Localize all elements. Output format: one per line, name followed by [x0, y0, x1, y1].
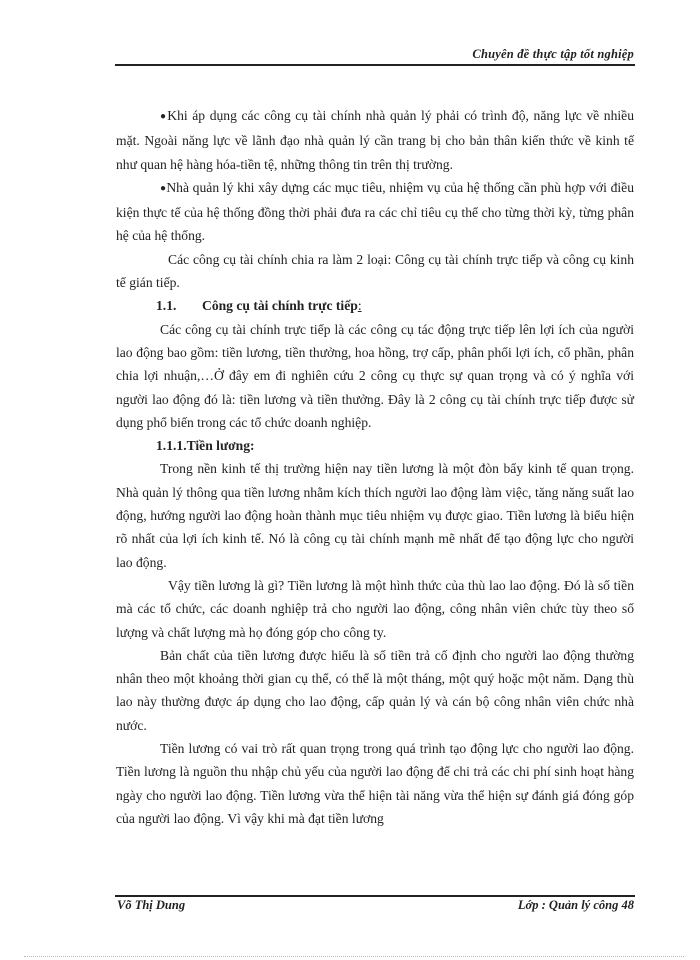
header-rule [115, 64, 635, 66]
footer-class: Lớp : Quản lý công 48 [517, 898, 634, 912]
document-body [116, 104, 634, 830]
section-number: 1.1. [156, 298, 177, 314]
section-title: Công cụ tài chính trực tiếp [202, 298, 358, 314]
section-colon: : [357, 298, 362, 314]
footer-rule [115, 895, 635, 897]
page-edge-divider [24, 956, 684, 957]
salary-paragraph-4: Tiền lương có vai trò rất quan trọng trong quá trình tạo động lực cho người lao động. Tiền lương là nguồn thu nhập chủ yếu của người lao động để chi trả các chi phí sinh hoạt hàng ngày cho người lao động. Tiền lương vừa thể hiện tài năng vừa thể hiện sự đánh giá đóng góp của người lao động. Vì vậy khi mà đạt tiền lương [116, 741, 634, 826]
bullet-icon: ● [160, 111, 168, 122]
section-heading [116, 294, 634, 317]
running-header-title: Chuyên đề thực tập tốt nghiệp [472, 47, 634, 61]
intro-paragraph: Các công cụ tài chính chia ra làm 2 loại: Công cụ tài chính trực tiếp và công cụ kinh tế gián tiếp. [116, 251, 634, 291]
salary-paragraph-2: Vậy tiền lương là gì? Tiền lương là một hình thức của thù lao lao động. Đó là số tiền mà các tổ chức, các doanh nghiệp trả cho người lao động, công nhân viên chức tùy theo số lượng và chất lượng mà họ đóng góp cho công ty. [116, 577, 634, 640]
salary-paragraph-1: Trong nền kinh tế thị trường hiện nay tiền lương là một đòn bẩy kinh tế quan trọng. Nhà quản lý thông qua tiền lương nhằm kích thích người lao động làm việc, tăng năng suất lao động, hướng người lao động hoàn thành mục tiêu nhiệm vụ được giao. Tiền lương là biểu hiện rõ nhất của lợi ích kinh tế. Nó là công cụ tài chính mạnh mẽ nhất để tạo động lực cho người lao động. [116, 461, 634, 570]
subsection-heading: 1.1.1.Tiền lương: [156, 438, 255, 454]
footer-author: Võ Thị Dung [117, 898, 186, 912]
section-paragraph: Các công cụ tài chính trực tiếp là các công cụ tác động trực tiếp lên lợi ích của người lao động bao gồm: tiền lương, tiền thưởng, hoa hồng, trợ cấp, phân phối lợi ích, cổ phần, phân chia lợi nhuận,…Ở đây em đi nghiên cứu 2 công cụ thực sự quan trọng và có ý nghĩa với người lao động đó là: tiền lương và tiền thưởng. Đây là 2 công cụ tài chính trực tiếp được sử dụng phổ biến trong các tổ chức doanh nghiệp. [116, 321, 634, 430]
bullet-icon: ● [160, 182, 167, 194]
bullet-paragraph-2 [116, 176, 634, 248]
bullet-text-2: Nhà quản lý khi xây dựng các mục tiêu, nhiệm vụ của hệ thống cần phù hợp với điều kiện thực tế của hệ thống đồng thời phải đưa ra các chỉ tiêu cụ thể cho từng thời kỳ, từng phân hệ của hệ thống. [116, 179, 634, 244]
bullet-text-1: Khi áp dụng các công cụ tài chính nhà quản lý phải có trình độ, năng lực về nhiều mặt. Ngoài năng lực về lãnh đạo nhà quản lý cần trang bị cho bản thân kiến thức về kinh tế như quan hệ hàng hóa-tiền tệ, những thông tin trên thị trường. [116, 108, 634, 172]
bullet-paragraph-1 [116, 104, 634, 176]
salary-paragraph-3: Bản chất của tiền lương được hiểu là số tiền trả cố định cho người lao động thường nhân theo một khoảng thời gian cụ thể, có thể là một tháng, một quý hoặc một năm. Dạng thù lao này thường được áp dụng cho lao động, cấp quản lý và cán bộ công nhân viên chức nhà nước. [116, 647, 634, 733]
